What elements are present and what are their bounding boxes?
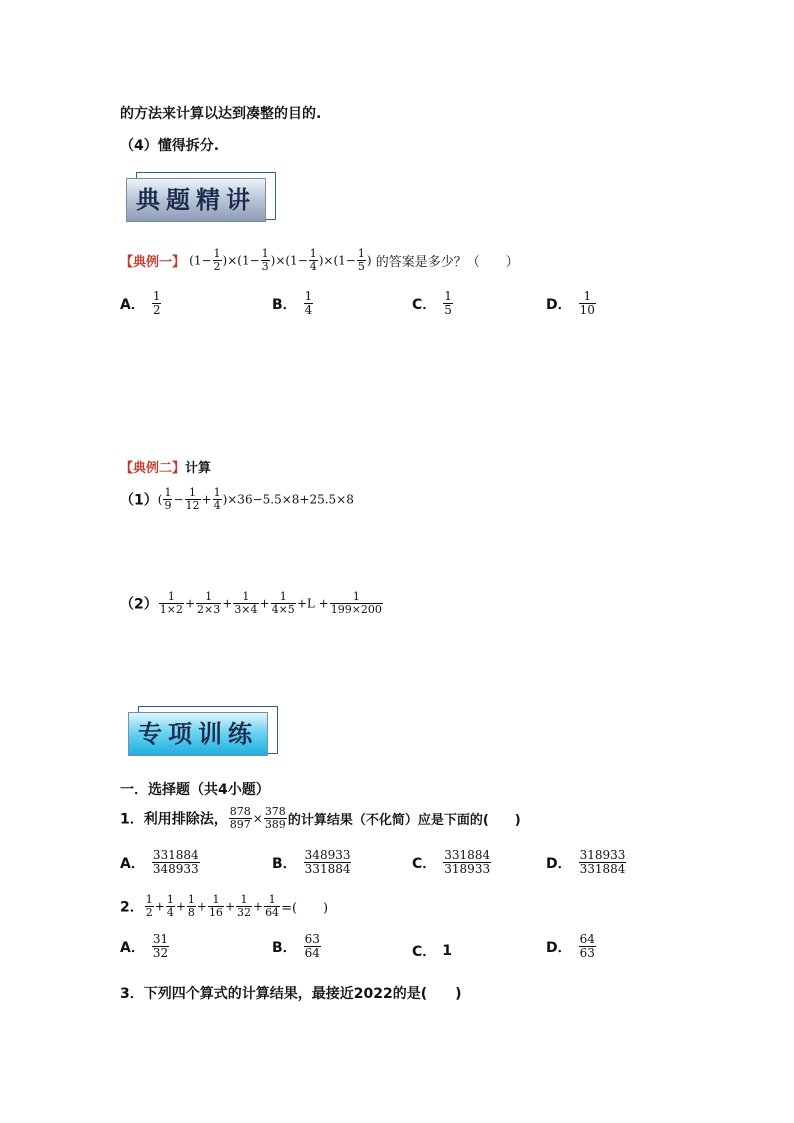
question-1-option-a[interactable]: A． $\frac{331884}{348933}$: [120, 848, 199, 876]
example-1-option-a[interactable]: A． $\frac{1}{2}$: [120, 289, 161, 317]
fraction: $\frac{1}{4}$: [213, 486, 221, 512]
example-2-heading: [120, 457, 211, 476]
question-1: 1．利用排除法， $\frac{878}{897}$ × $\frac{378}{389}$ 的计算结果（不化简）应是下面的( ): [120, 805, 521, 831]
fraction: $\frac{1}{2}$: [213, 247, 221, 273]
intro-line-1: 的方法来计算以达到凑整的目的.: [120, 106, 322, 122]
example-1-question: 【典例一】 (1− $\frac{1}{2}$ )×(1− $\frac{1}{3}$ )×(1− $\frac{1}{4}$ )×(1− $\frac{1}{5}$ ) 的答案是多少？（ ）: [120, 247, 519, 273]
example-2-title: 计算: [185, 461, 212, 476]
fraction: $\frac{1}{16}$: [208, 893, 223, 919]
question-1-option-d[interactable]: D． $\frac{318933}{331884}$: [546, 848, 626, 876]
fraction: $\frac{1}{12}$: [185, 486, 200, 512]
fraction: $\frac{1}{1\times 2}$: [159, 590, 183, 616]
banner-title: 专项训练: [138, 719, 258, 748]
fraction: $\frac{878}{897}$: [229, 805, 251, 831]
banner-title: 典题精讲: [136, 185, 256, 214]
question-3: 3．下列四个算式的计算结果，最接近2022的是( ): [120, 986, 462, 1002]
example-2-tag: 【典例二】: [120, 461, 186, 476]
section-banner-examples: [126, 178, 266, 222]
example-2-part-1: （1）( $\frac{1}{9}$ − $\frac{1}{12}$ + $\frac{1}{4}$ )×36−5.5×8+25.5×8: [120, 486, 354, 512]
question-2-option-b[interactable]: B． $\frac{63}{64}$: [272, 932, 320, 960]
example-1-option-c[interactable]: C． $\frac{1}{5}$: [412, 289, 452, 317]
intro-line-2: （4）懂得拆分.: [120, 138, 220, 154]
fraction: $\frac{1}{2\times 3}$: [197, 590, 221, 616]
fraction: $\frac{378}{389}$: [264, 805, 286, 831]
section-heading: 一．选择题（共4小题）: [120, 782, 270, 798]
fraction: $\frac{1}{3\times 4}$: [234, 590, 258, 616]
question-2-option-c[interactable]: C． 1: [412, 943, 453, 960]
fraction: $\frac{1}{2}$: [145, 893, 153, 919]
fraction: $\frac{1}{64}$: [265, 893, 280, 919]
question-2-option-d[interactable]: D． $\frac{64}{63}$: [546, 932, 595, 960]
fraction: $\frac{1}{4}$: [166, 893, 174, 919]
fraction: $\frac{1}{4\times 5}$: [271, 590, 295, 616]
example-1-option-d[interactable]: D． $\frac{1}{10}$: [546, 289, 595, 317]
fraction: $\frac{1}{32}$: [237, 893, 251, 919]
example-1-tag: 【典例一】: [120, 255, 186, 270]
fraction: $\frac{1}{8}$: [187, 893, 195, 919]
example-2-part-2: （2） $\frac{1}{1\times 2}$ + $\frac{1}{2\times 3}$ + $\frac{1}{3\times 4}$ + $\frac{1}{4\times 5}$ +L + $\frac{1}{199\times 200}$: [120, 590, 382, 616]
question-1-option-c[interactable]: C． $\frac{331884}{318933}$: [412, 848, 491, 876]
example-1-option-b[interactable]: B． $\frac{1}{4}$: [272, 289, 313, 317]
example-1-suffix: 的答案是多少？（ ）: [375, 255, 519, 270]
fraction: $\frac{1}{199\times 200}$: [330, 590, 382, 616]
question-1-option-b[interactable]: B． $\frac{348933}{331884}$: [272, 848, 351, 876]
section-banner-training: [128, 712, 268, 756]
fraction: $\frac{1}{4}$: [309, 247, 317, 273]
question-2-option-a[interactable]: A． $\frac{31}{32}$: [120, 932, 169, 960]
question-2: 2． $\frac{1}{2}$ + $\frac{1}{4}$ + $\frac{1}{8}$ + $\frac{1}{16}$ + $\frac{1}{32}$ + $\frac{1}{64}$ =( ): [120, 893, 329, 919]
fraction: $\frac{1}{9}$: [164, 486, 172, 512]
fraction: $\frac{1}{5}$: [357, 247, 365, 273]
fraction: $\frac{1}{3}$: [261, 247, 269, 273]
